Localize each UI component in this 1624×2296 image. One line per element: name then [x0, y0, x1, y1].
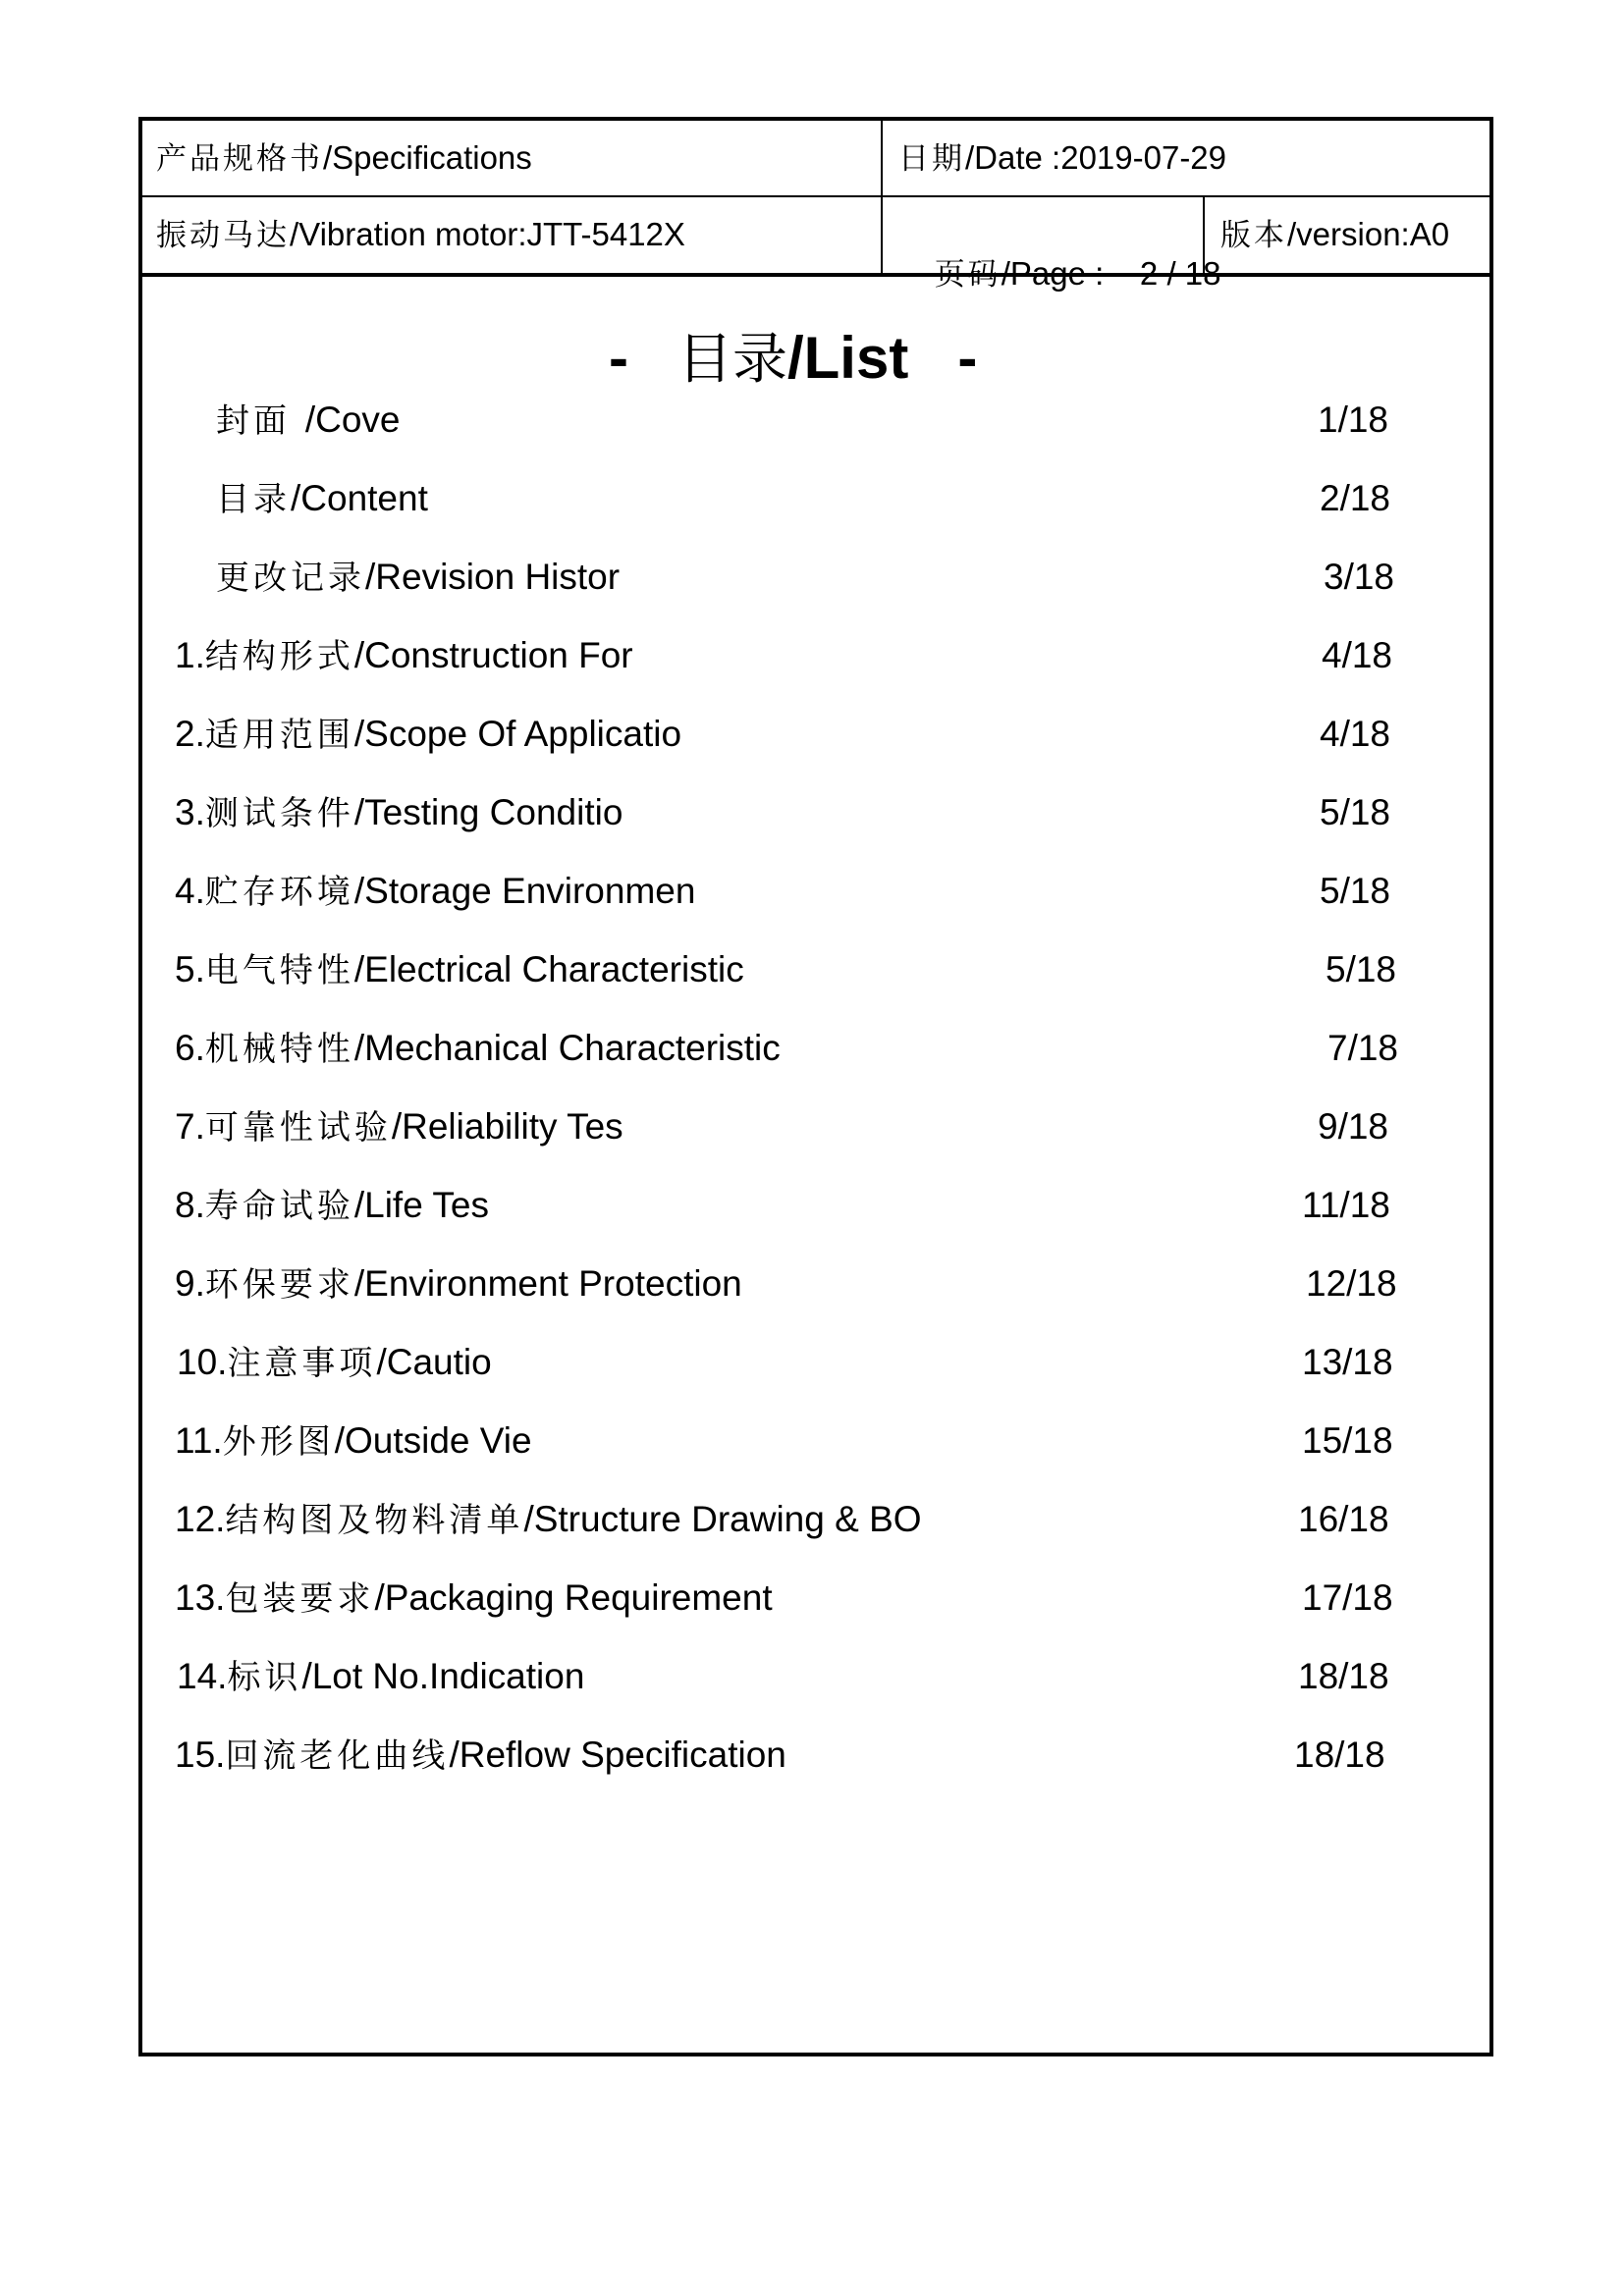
toc-entry-page: 13/18 — [1302, 1342, 1393, 1382]
toc-entry-number: 5. — [175, 949, 205, 989]
toc-entry-en: /Reliability Tes — [391, 1106, 623, 1147]
toc-entry-label — [216, 553, 620, 603]
toc-entry-number: 3. — [175, 792, 205, 832]
toc-entry — [0, 1259, 1624, 1308]
header-date — [898, 138, 1226, 179]
toc-entry-zh: 贮存环境 — [204, 873, 354, 912]
toc-entry-zh: 外形图 — [222, 1422, 335, 1462]
toc-entry-zh: 机械特性 — [204, 1030, 354, 1069]
title-dash-right: - — [957, 325, 978, 391]
header-row-divider — [142, 195, 1489, 197]
toc-entry-en: /Testing Conditio — [353, 792, 623, 832]
toc-entry-number: 8. — [175, 1185, 205, 1225]
page-title — [609, 324, 977, 395]
toc-entry-zh: 结构形式 — [204, 637, 354, 676]
title-dash-left: - — [609, 325, 628, 391]
toc-entry-label — [216, 474, 428, 524]
toc-entry-number: 9. — [175, 1263, 205, 1304]
toc-entry — [0, 1338, 1624, 1387]
header-motor-model — [156, 215, 685, 255]
toc-entry-en: /Cove — [304, 400, 401, 440]
toc-entry-en: /Lot No.Indication — [301, 1656, 585, 1696]
toc-entry-page: 2/18 — [1320, 478, 1391, 518]
toc-entry — [0, 474, 1624, 523]
toc-entry-zh: 标识 — [227, 1658, 302, 1697]
toc-entry-label — [175, 867, 695, 917]
toc-entry-label — [175, 1416, 532, 1467]
toc-entry-page: 18/18 — [1298, 1656, 1389, 1696]
toc-entry-page: 1/18 — [1318, 400, 1389, 440]
toc-entry-number: 13. — [175, 1577, 226, 1618]
toc-entry — [0, 1181, 1624, 1230]
toc-entry-label — [175, 945, 744, 995]
header-specifications — [156, 138, 532, 179]
toc-entry-label — [216, 396, 400, 446]
header-spec-zh: 产品规格书 — [156, 141, 323, 177]
document-header-table — [138, 117, 1493, 293]
toc-entry-zh: 包装要求 — [225, 1579, 375, 1619]
toc-entry-label — [175, 1102, 623, 1152]
toc-entry-en: /Revision Histor — [365, 557, 621, 597]
toc-entry-page: 5/18 — [1326, 949, 1397, 989]
content-frame — [138, 277, 1493, 2056]
toc-entry — [0, 1574, 1624, 1623]
toc-entry-label — [175, 1495, 922, 1545]
toc-entry — [0, 553, 1624, 602]
header-version — [1220, 215, 1449, 255]
toc-entry-number: 4. — [175, 871, 205, 911]
toc-entry-label — [175, 1259, 742, 1309]
toc-entry-label — [175, 710, 681, 760]
toc-entry-page: 18/18 — [1294, 1735, 1385, 1775]
toc-entry-number: 6. — [175, 1028, 205, 1068]
toc-entry-page: 5/18 — [1320, 792, 1391, 832]
toc-entry — [0, 1731, 1624, 1780]
toc-entry-number: 11. — [175, 1420, 223, 1461]
toc-entry-page: 15/18 — [1302, 1420, 1393, 1461]
toc-entry-page: 7/18 — [1327, 1028, 1399, 1068]
toc-entry — [0, 1495, 1624, 1544]
toc-entry-page: 17/18 — [1302, 1577, 1393, 1618]
toc-entry-number: 15. — [175, 1735, 226, 1775]
toc-entry-number: 1. — [175, 635, 205, 675]
toc-entry-en: /Scope Of Applicatio — [353, 714, 682, 754]
toc-entry — [0, 1652, 1624, 1701]
toc-entry-label — [177, 1338, 492, 1388]
toc-entry-zh: 结构图及物料清单 — [225, 1501, 524, 1540]
header-spec-en: /Specifications — [323, 139, 532, 176]
toc-entry-page: 11/18 — [1302, 1185, 1390, 1225]
toc-entry — [0, 1102, 1624, 1151]
toc-entry-zh: 寿命试验 — [204, 1187, 354, 1226]
toc-entry-zh: 回流老化曲线 — [225, 1736, 450, 1776]
toc-entry-zh: 测试条件 — [204, 794, 354, 833]
header-date-en: /Date :2019-07-29 — [965, 139, 1227, 176]
toc-entry-number: 10. — [177, 1342, 228, 1382]
toc-entry-number: 14. — [177, 1656, 228, 1696]
toc-entry-zh: 注意事项 — [227, 1344, 377, 1383]
header-motor-en: /Vibration motor:JTT-5412X — [290, 216, 685, 252]
toc-entry-zh: 环保要求 — [204, 1265, 354, 1305]
header-version-en: /version:A0 — [1287, 216, 1450, 252]
toc-entry-label — [175, 1024, 781, 1074]
title-en: /List — [786, 325, 909, 391]
toc-entry-en: /Packaging Requirement — [374, 1577, 773, 1618]
toc-entry-zh: 更改记录 — [216, 559, 365, 598]
toc-entry-page: 4/18 — [1322, 635, 1393, 675]
toc-entry-label — [175, 788, 623, 838]
toc-entry-label — [175, 1181, 489, 1231]
toc-entry-en: /Reflow Specification — [449, 1735, 786, 1775]
toc-entry-number: 12. — [175, 1499, 226, 1539]
toc-entry-page: 5/18 — [1320, 871, 1391, 911]
toc-entry-en: /Electrical Characteristic — [353, 949, 744, 989]
toc-entry — [0, 1416, 1624, 1466]
toc-entry — [0, 867, 1624, 916]
toc-entry-en: /Mechanical Characteristic — [353, 1028, 781, 1068]
toc-entry-en: /Storage Environmen — [353, 871, 696, 911]
title-zh: 目录 — [677, 328, 787, 392]
toc-entry-en: /Cautio — [376, 1342, 492, 1382]
toc-entry-en: /Construction For — [353, 635, 633, 675]
toc-entry-en: /Structure Drawing & BO — [523, 1499, 922, 1539]
toc-entry-en: /Environment Protection — [353, 1263, 742, 1304]
toc-entry-zh: 适用范围 — [204, 716, 354, 755]
header-motor-zh: 振动马达 — [156, 218, 290, 253]
toc-entry — [0, 710, 1624, 759]
toc-entry-zh: 可靠性试验 — [204, 1108, 392, 1148]
toc-entry-zh: 目录 — [216, 480, 291, 519]
header-version-zh: 版本 — [1220, 218, 1287, 253]
toc-entry-page: 9/18 — [1318, 1106, 1389, 1147]
toc-entry-label — [175, 1574, 773, 1624]
toc-entry-zh: 电气特性 — [204, 951, 354, 990]
toc-entry-page: 3/18 — [1324, 557, 1395, 597]
toc-entry-en: /Outside Vie — [334, 1420, 532, 1461]
toc-entry-en: /Content — [291, 478, 428, 518]
toc-entry-label — [177, 1652, 584, 1702]
toc-entry — [0, 788, 1624, 837]
toc-entry-zh: 封面 — [216, 401, 305, 441]
header-column-divider — [881, 121, 883, 273]
toc-entry-page: 12/18 — [1306, 1263, 1397, 1304]
toc-entry-label — [175, 631, 633, 681]
toc-entry-en: /Life Tes — [353, 1185, 489, 1225]
header-date-zh: 日期 — [898, 141, 965, 177]
toc-entry — [0, 945, 1624, 994]
header-page-zh: 页码 — [934, 257, 1001, 293]
toc-entry — [0, 631, 1624, 680]
toc-entry-label — [175, 1731, 786, 1781]
header-page-en: /Page : 2 / 18 — [1001, 255, 1221, 292]
toc-entry — [0, 1024, 1624, 1073]
toc-entry-number: 7. — [175, 1106, 205, 1147]
toc-entry-page: 4/18 — [1320, 714, 1391, 754]
toc-entry-number: 2. — [175, 714, 205, 754]
toc-entry-page: 16/18 — [1298, 1499, 1389, 1539]
toc-entry — [0, 396, 1624, 445]
